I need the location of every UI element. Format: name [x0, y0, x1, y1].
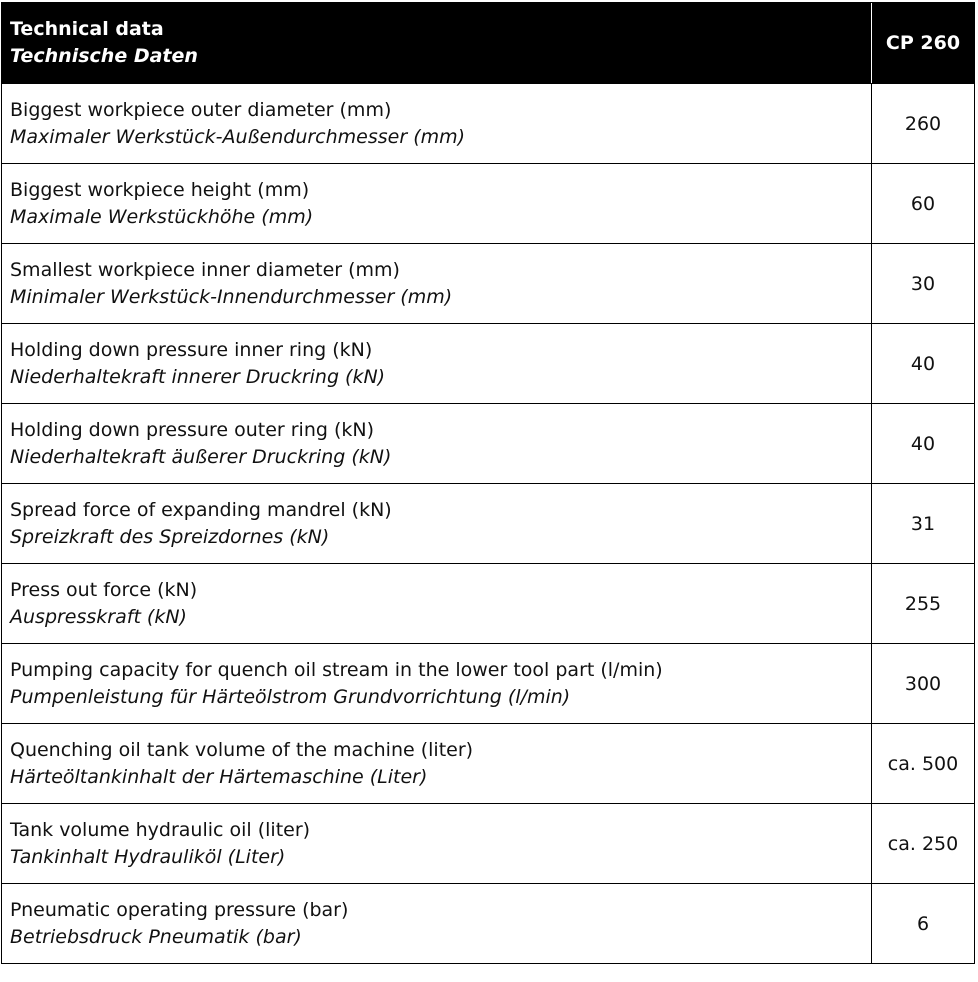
- table-row: [2, 724, 975, 804]
- header-title-en: Technical data: [10, 18, 164, 40]
- row-label-de: Minimaler Werkstück-Innendurchmesser (mm): [10, 285, 453, 308]
- row-label-de: Auspresskraft (kN): [10, 605, 187, 628]
- row-label-cell: [2, 884, 872, 963]
- row-label-de: Pumpenleistung für Härteölstrom Grundvorrichtung (l/min): [10, 685, 571, 708]
- row-value: 300: [872, 644, 975, 723]
- row-value: 60: [872, 164, 975, 243]
- row-label-en: Holding down pressure outer ring (kN): [10, 418, 375, 441]
- row-value: 260: [872, 84, 975, 163]
- table-row: [2, 804, 975, 884]
- row-value: 30: [872, 244, 975, 323]
- row-label-de: Spreizkraft des Spreizdornes (kN): [10, 525, 330, 548]
- table-row: [2, 404, 975, 484]
- row-label-en: Pumping capacity for quench oil stream in the lower tool part (l/min): [10, 658, 663, 681]
- row-label-en: Holding down pressure inner ring (kN): [10, 338, 373, 361]
- table-row: [2, 84, 975, 164]
- row-label-cell: [2, 484, 872, 563]
- row-label-cell: [2, 644, 872, 723]
- row-label-en: Press out force (kN): [10, 578, 198, 601]
- row-label-cell: [2, 244, 872, 323]
- row-label-cell: [2, 404, 872, 483]
- row-label-en: Tank volume hydraulic oil (liter): [10, 818, 311, 841]
- table-row: [2, 164, 975, 244]
- row-value: ca. 250: [872, 804, 975, 883]
- technical-data-table: [1, 2, 975, 964]
- row-label-de: Maximale Werkstückhöhe (mm): [10, 205, 314, 228]
- header-model-cell: CP 260: [872, 3, 975, 83]
- header-title-de: Technische Daten: [10, 45, 198, 67]
- table-row: [2, 564, 975, 644]
- row-label-en: Pneumatic operating pressure (bar): [10, 898, 349, 921]
- row-label-de: Niederhaltekraft innerer Druckring (kN): [10, 365, 386, 388]
- table-header-row: [2, 3, 975, 84]
- row-label-cell: [2, 164, 872, 243]
- table-row: [2, 644, 975, 724]
- row-value: ca. 500: [872, 724, 975, 803]
- row-value: 40: [872, 404, 975, 483]
- row-label-en: Smallest workpiece inner diameter (mm): [10, 258, 400, 281]
- row-label-cell: [2, 324, 872, 403]
- header-label-cell: [2, 3, 872, 83]
- row-label-cell: [2, 804, 872, 883]
- table-row: [2, 484, 975, 564]
- row-label-en: Biggest workpiece height (mm): [10, 178, 310, 201]
- row-label-de: Maximaler Werkstück-Außendurchmesser (mm): [10, 125, 466, 148]
- row-value: 31: [872, 484, 975, 563]
- row-label-en: Biggest workpiece outer diameter (mm): [10, 98, 392, 121]
- table-row: [2, 244, 975, 324]
- row-value: 255: [872, 564, 975, 643]
- row-label-cell: [2, 84, 872, 163]
- row-label-cell: [2, 564, 872, 643]
- row-label-de: Härteöltankinhalt der Härtemaschine (Liter): [10, 765, 428, 788]
- row-label-en: Quenching oil tank volume of the machine (liter): [10, 738, 474, 761]
- row-value: 40: [872, 324, 975, 403]
- table-row: [2, 324, 975, 404]
- row-label-de: Betriebsdruck Pneumatik (bar): [10, 925, 302, 948]
- table-row: [2, 884, 975, 964]
- row-label-cell: [2, 724, 872, 803]
- row-label-de: Tankinhalt Hydrauliköl (Liter): [10, 845, 286, 868]
- row-label-de: Niederhaltekraft äußerer Druckring (kN): [10, 445, 392, 468]
- row-value: 6: [872, 884, 975, 963]
- row-label-en: Spread force of expanding mandrel (kN): [10, 498, 392, 521]
